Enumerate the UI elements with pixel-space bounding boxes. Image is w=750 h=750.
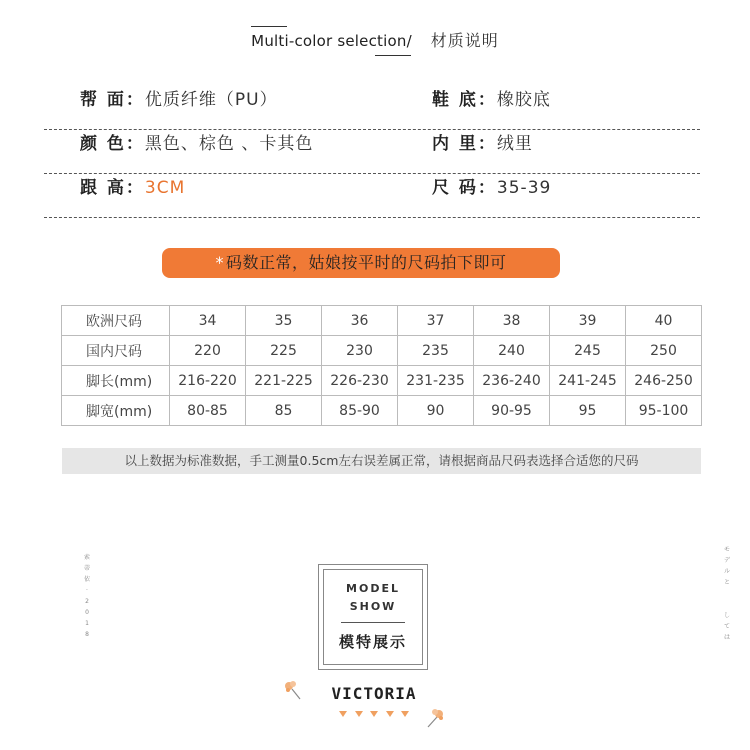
table-cell: 38 [474,306,550,336]
section-header [0,28,750,58]
table-row [62,366,702,396]
side-text-char: 索 [83,554,90,561]
table-cell: 225 [246,336,322,366]
size-chart-table [61,305,702,426]
table-cell: 36 [322,306,398,336]
table-cell: 37 [398,306,474,336]
row-header: 欧洲尺码 [62,306,170,336]
side-text-char: 2 [85,598,89,605]
brand-name: VICTORIA [331,684,417,703]
material-attributes [44,86,700,218]
table-cell: 245 [550,336,626,366]
model-show-badge [318,564,428,670]
table-cell: 90-95 [474,396,550,426]
table-row [62,396,702,426]
table-cell: 34 [170,306,246,336]
attribute-size-range: 尺 码：35-39 [432,178,552,198]
table-cell: 226-230 [322,366,398,396]
table-cell: 39 [550,306,626,336]
side-text-char: モ [723,546,730,553]
table-cell: 85-90 [322,396,398,426]
flower-icon [280,678,304,702]
attribute-row [44,86,700,130]
size-notice-banner: * 码数正常，姑娘按平时的尺码拍下即可 [162,248,560,278]
table-cell: 95-100 [626,396,702,426]
header-title-en: Multi-color selection/ [251,32,417,50]
table-row [62,306,702,336]
triangle-icon [355,711,363,717]
table-cell: 90 [398,396,474,426]
table-cell: 231-235 [398,366,474,396]
triangle-icon [370,711,378,717]
attribute-row [44,174,700,218]
title-overline [251,26,287,27]
table-cell: 241-245 [550,366,626,396]
table-cell: 95 [550,396,626,426]
table-cell: 220 [170,336,246,366]
table-cell: 40 [626,306,702,336]
table-cell: 230 [322,336,398,366]
table-cell: 250 [626,336,702,366]
table-cell: 80-85 [170,396,246,426]
side-text-char: 8 [85,631,89,638]
side-text-char: し [723,612,730,619]
side-text-char: 依 [83,576,90,583]
attribute-row [44,130,700,174]
title-underline [375,55,411,56]
model-show-inner-frame [323,569,423,665]
side-vertical-text-right [722,544,732,643]
model-show-en: MODEL SHOW [346,582,400,613]
attribute-sole: 鞋 底：橡胶底 [432,90,551,110]
attribute-heel-height: 跟 高：3CM [80,178,186,198]
table-cell: 35 [246,306,322,336]
measurement-disclaimer: 以上数据为标准数据，手工测量0.5cm左右误差属正常，请根据商品尺码表选择合适您的尺码 [62,448,701,474]
side-text-char: て [723,623,730,630]
table-cell: 240 [474,336,550,366]
row-header: 脚宽(mm) [62,396,170,426]
model-show-cn: 模特展示 [338,633,407,651]
header-title-cn: 材质说明 [430,31,499,50]
side-vertical-text-left [82,552,92,640]
side-text-char: ル [723,568,730,575]
side-text-char: デ [723,557,730,564]
table-cell: 246-250 [626,366,702,396]
row-header: 国内尺码 [62,336,170,366]
table-cell: 221-225 [246,366,322,396]
triangle-icon [386,711,394,717]
decorative-triangles [339,711,409,717]
attribute-lining: 内 里：绒里 [432,134,533,154]
table-row [62,336,702,366]
triangle-icon [339,711,347,717]
triangle-icon [401,711,409,717]
table-cell: 216-220 [170,366,246,396]
side-text-char: は [723,634,730,641]
side-text-char [722,599,732,610]
side-text-char: と [723,579,730,586]
side-text-char [722,588,732,599]
table-cell: 236-240 [474,366,550,396]
attribute-color: 颜 色：黑色、棕色 、卡其色 [80,134,314,154]
side-text-char: 蒂 [83,565,90,572]
table-cell: 235 [398,336,474,366]
attribute-upper: 帮 面：优质纤维（PU） [80,90,278,110]
divider [341,622,405,623]
table-cell: 85 [246,396,322,426]
side-text-char: 1 [85,620,89,627]
side-text-char: 0 [85,609,89,616]
row-header: 脚长(mm) [62,366,170,396]
side-text-char: · [86,587,88,594]
flower-icon [424,706,448,730]
